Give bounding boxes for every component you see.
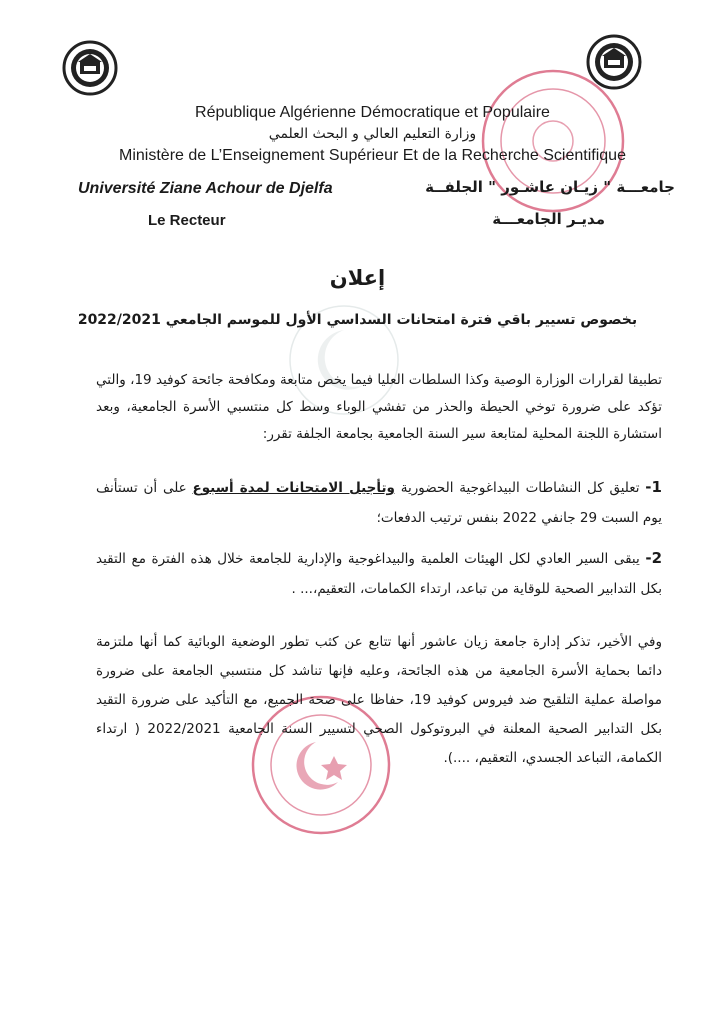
- republic-name: République Algérienne Démocratique et Populaire: [195, 104, 550, 121]
- ministry-name-fr: Ministère de L’Enseignement Supérieur Et de la Recherche Scientifique: [119, 147, 626, 164]
- item-2-number: 2-: [645, 549, 662, 567]
- item-2: [96, 543, 662, 604]
- announcement-subject: بخصوص تسيير باقي فترة امتحانات السداسي الأول للموسم الجامعي 2022/2021: [77, 312, 638, 328]
- announcement-title: إعلان: [329, 266, 386, 290]
- item-1-emphasis: وتأجيل الامتحانات لمدة أسبوع: [192, 480, 395, 496]
- university-name-fr: Université Ziane Achour de Djelfa: [78, 180, 333, 197]
- item-1-text-a: تعليق كل النشاطات البيداغوجية الحضورية: [400, 480, 640, 496]
- rector-title-fr: Le Recteur: [148, 212, 226, 229]
- university-logo-right: [586, 34, 642, 90]
- university-logo-left: [62, 40, 118, 96]
- item-1-number: 1-: [645, 478, 662, 496]
- item-2-text: يبقى السير العادي لكل الهيئات العلمية والبيداغوجية والإدارية للجامعة خلال هذه الفترة مع التقيد بكل التدابير الصحية للوقاية من تباعد، ارتداء الكمامات، التعقيم،... .: [96, 551, 662, 597]
- closing-paragraph: وفي الأخير، تذكر إدارة جامعة زيان عاشور أنها تتابع عن كثب تطور الوضعية الوبائية كما أنها ملتزمة دائما بحماية الأسرة الجامعية من هذه الجائحة، وعليه فإنها تناشد كل منتسبي الجامعة على ضرورة مواصلة عملية التلقيح ضد فيروس كوفيد 19، حفاظا على صحة الجميع، مع التأكيد على ضرورة التقيد بكل التدابير الصحية المعلنة في البروتوكول الصحي لتسيير السنة الجامعية 2022/2021 ( ارتداء الكمامة، التباعد الجسدي، التعقيم، ....).: [96, 634, 662, 766]
- university-name-ar: جامعـــة " زيـان عاشـور " الجلفــة: [425, 178, 675, 196]
- ministry-name-ar: وزارة التعليم العالي و البحث العلمي: [268, 126, 477, 142]
- item-1-text-b: على أن تستأنف يوم السبت 29 جانفي 2022 بنفس ترتيب الدفعات؛: [96, 480, 662, 526]
- intro-paragraph: تطبيقا لقرارات الوزارة الوصية وكذا السلطات العليا فيما يخص متابعة ومكافحة جائحة كوفيد 19، والتي تؤكد على ضرورة توخي الحيطة والحذر من تفشي الوباء وسط كل منتسبي الأسرة الجامعية، وبعد استشارة اللجنة المحلية لمتابعة سير السنة الجامعية بجامعة الجلفة تقرر:: [96, 372, 663, 442]
- rector-title-ar: مديـر الجامعـــة: [492, 210, 605, 228]
- item-1: [96, 472, 662, 533]
